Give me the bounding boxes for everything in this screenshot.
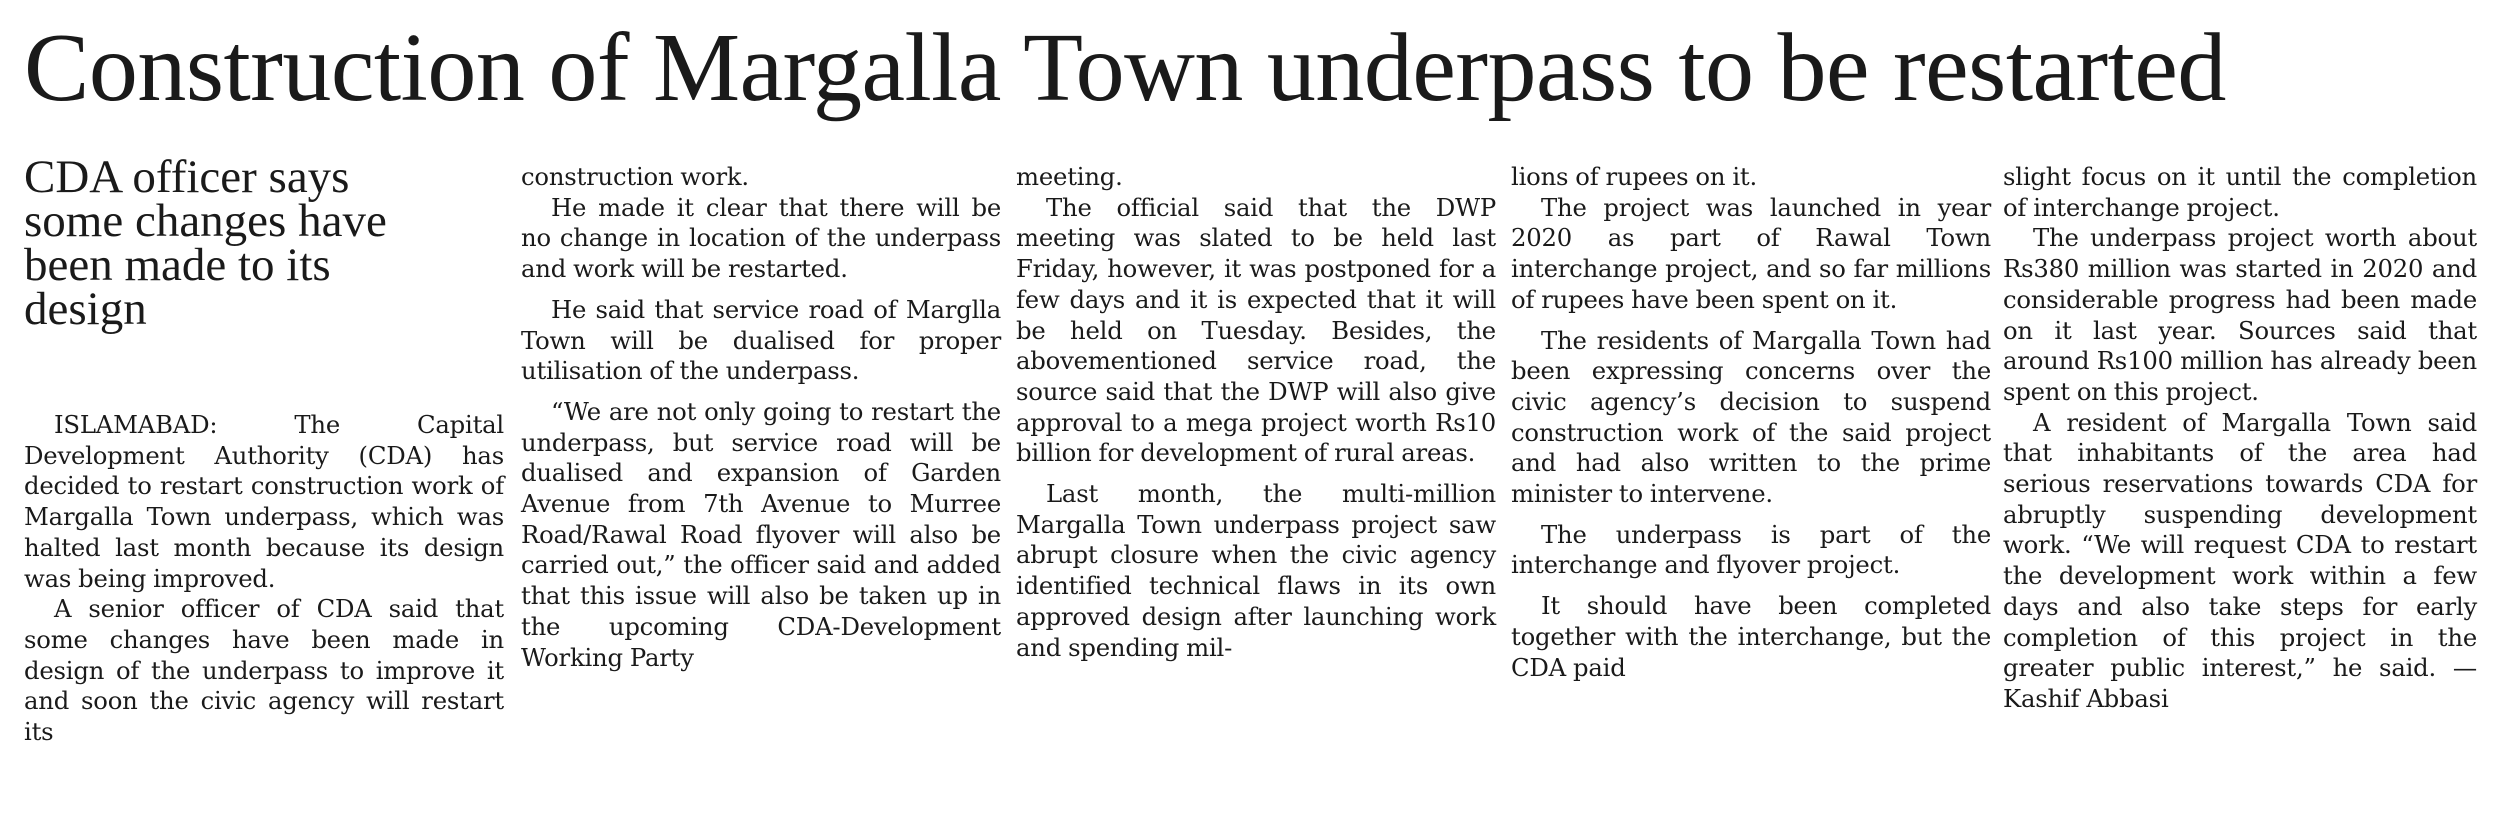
article-column-1 [24, 410, 504, 748]
article-paragraph: A resident of Margalla Town said that inhabitants of the area had serious reservations towards CDA for abruptly suspending development work. “We will request CDA to restart the development work within a few days and also take steps for early completion of this project in the greater public interest,” he said. — Kashif Abbasi [2003, 407, 2477, 713]
article-paragraph: The residents of Margalla Town had been expressing concerns over the civic agency’s decision to suspend construction work of the said project and had also written to the prime minister to intervene. [1511, 325, 1991, 509]
article-paragraph: A senior officer of CDA said that some changes have been made in design of the underpass to improve it and soon the civic agency will restart its [24, 594, 504, 747]
article-paragraph: It should have been completed together with the interchange, but the CDA paid [1511, 591, 1991, 682]
article-paragraph: Last month, the multi-million Margalla Town underpass project saw abrupt closure when the civic agency identified technical flaws in its own approved design after launching work and spending mil- [1016, 479, 1496, 662]
article-paragraph: “We are not only going to restart the underpass, but service road will be dualised and expansion of Garden Avenue from 7th Avenue to Murree Road/Rawal Road flyover will also be carried out,” the officer said and added that this issue will also be taken up in the upcoming CDA-Development Working Party [521, 396, 1001, 672]
article-column-5 [2003, 162, 2477, 715]
article-paragraph: The project was launched in year 2020 as part of Rawal Town interchange project, and so far millions of rupees have been spent on it. [1511, 192, 1991, 314]
article-paragraph: The underpass is part of the interchange and flyover project. [1511, 519, 1991, 580]
article-paragraph: He said that service road of Margllа Town will be dualised for proper utilisation of the underpass. [521, 294, 1001, 386]
subheadline: CDA officer says some changes have been made to its design [24, 151, 387, 335]
article-paragraph: lions of rupees on it. [1511, 162, 1757, 191]
article-column-3 [1016, 162, 1496, 663]
article-paragraph: The official said that the DWP meeting was slated to be held last Friday, however, it was postponed for a few days and it is expected that it will be held on Tuesday. Besides, the abovementioned service road, the source said that the DWP will also give approval to a mega project worth Rs10 billion for development of rural areas. [1016, 192, 1496, 468]
article-column-2 [521, 162, 1001, 673]
article-paragraph: meeting. [1016, 162, 1123, 191]
article-paragraph: He made it clear that there will be no change in location of the underpass and work will be restarted. [521, 192, 1001, 284]
article-paragraph: slight focus on it until the completion of interchange project. [2003, 162, 2477, 222]
article-paragraph: ISLAMABAD: The Capital Development Authority (CDA) has decided to restart construction work of Margalla Town underpass, which was halted last month because its design was being improved. [24, 410, 504, 593]
article-paragraph: The underpass project worth about Rs380 million was started in 2020 and considerable progress had been made on it last year. Sources said that around Rs100 million has already been spent on this project. [2003, 223, 2477, 406]
article-column-4 [1511, 162, 1991, 683]
article-paragraph: construction work. [521, 162, 749, 191]
headline: Construction of Margalla Town underpass to be restarted [24, 14, 2226, 122]
